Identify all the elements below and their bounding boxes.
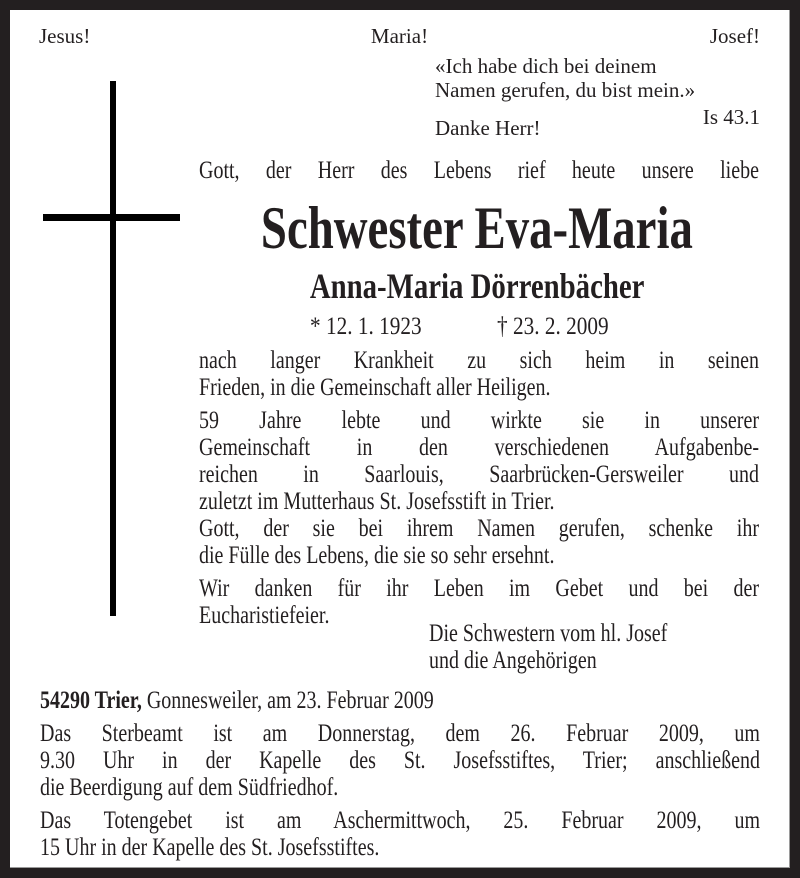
cross-icon-vertical-beam bbox=[110, 81, 116, 616]
deceased-birth-name: Anna-Maria Dörrenbächer bbox=[309, 266, 645, 306]
signature-line-1: Die Schwestern vom hl. Josef bbox=[429, 620, 668, 647]
body-p1-line-2: Frieden, in die Gemeinschaft aller Heiligen. bbox=[199, 374, 551, 401]
prayer-line-1: Das Totengebet ist am Aschermittwoch, 25. Februar 2009, um bbox=[40, 807, 760, 834]
body-p2-line-5: Gott, der sie bei ihrem Namen gerufen, schenke ihr bbox=[199, 515, 759, 542]
funeral-line-1: Das Sterbeamt ist am Donnerstag, dem 26. Februar 2009, um bbox=[40, 720, 760, 747]
cross-icon-horizontal-beam bbox=[43, 214, 180, 221]
place-rest: Gonnesweiler, am 23. Februar 2009 bbox=[141, 687, 434, 714]
bible-reference: Is 43.1 bbox=[702, 105, 760, 129]
deceased-title: Schwester Eva-Maria bbox=[261, 195, 693, 261]
bible-quote-line-1: «Ich habe dich bei deinem bbox=[435, 54, 657, 78]
body-p2-line-2: Gemeinschaft in den verschiedenen Aufgabenbe- bbox=[199, 434, 759, 461]
place-date-line bbox=[40, 687, 760, 715]
thanks-line: Danke Herr! bbox=[435, 116, 541, 140]
signature-line-2: und die Angehörigen bbox=[429, 647, 597, 674]
body-p3-line-1: Wir danken für ihr Leben im Gebet und bei der bbox=[199, 575, 759, 602]
body-p2-line-1: 59 Jahre lebte und wirkte sie in unserer bbox=[199, 407, 759, 434]
body-p2-line-4: zuletzt im Mutterhaus St. Josefsstift in Trier. bbox=[199, 488, 555, 515]
body-p3-line-2: Eucharistiefeier. bbox=[199, 602, 330, 629]
funeral-line-3: die Beerdigung auf dem Südfriedhof. bbox=[40, 774, 339, 801]
place-bold: 54290 Trier, bbox=[40, 687, 142, 714]
prayer-line-2: 15 Uhr in der Kapelle des St. Josefsstiftes. bbox=[40, 834, 380, 861]
bible-quote-line-2: Namen gerufen, du bist mein.» bbox=[435, 78, 696, 102]
obituary-notice bbox=[10, 10, 790, 868]
funeral-line-2: 9.30 Uhr in der Kapelle des St. Josefsstiftes, Trier; anschließend bbox=[40, 747, 760, 774]
header-jesus: Jesus! bbox=[39, 24, 91, 48]
death-date: † 23. 2. 2009 bbox=[497, 313, 609, 340]
body-p1-line-1: nach langer Krankheit zu sich heim in seinen bbox=[199, 347, 759, 374]
intro-line: Gott, der Herr des Lebens rief heute unsere liebe bbox=[199, 157, 759, 184]
header-josef: Josef! bbox=[709, 24, 760, 48]
birth-date: * 12. 1. 1923 bbox=[310, 313, 422, 340]
body-p2-line-6: die Fülle des Lebens, die sie so sehr ersehnt. bbox=[199, 542, 555, 569]
header-maria: Maria! bbox=[370, 24, 429, 48]
body-p2-line-3: reichen in Saarlouis, Saarbrücken-Gersweiler und bbox=[199, 461, 759, 488]
